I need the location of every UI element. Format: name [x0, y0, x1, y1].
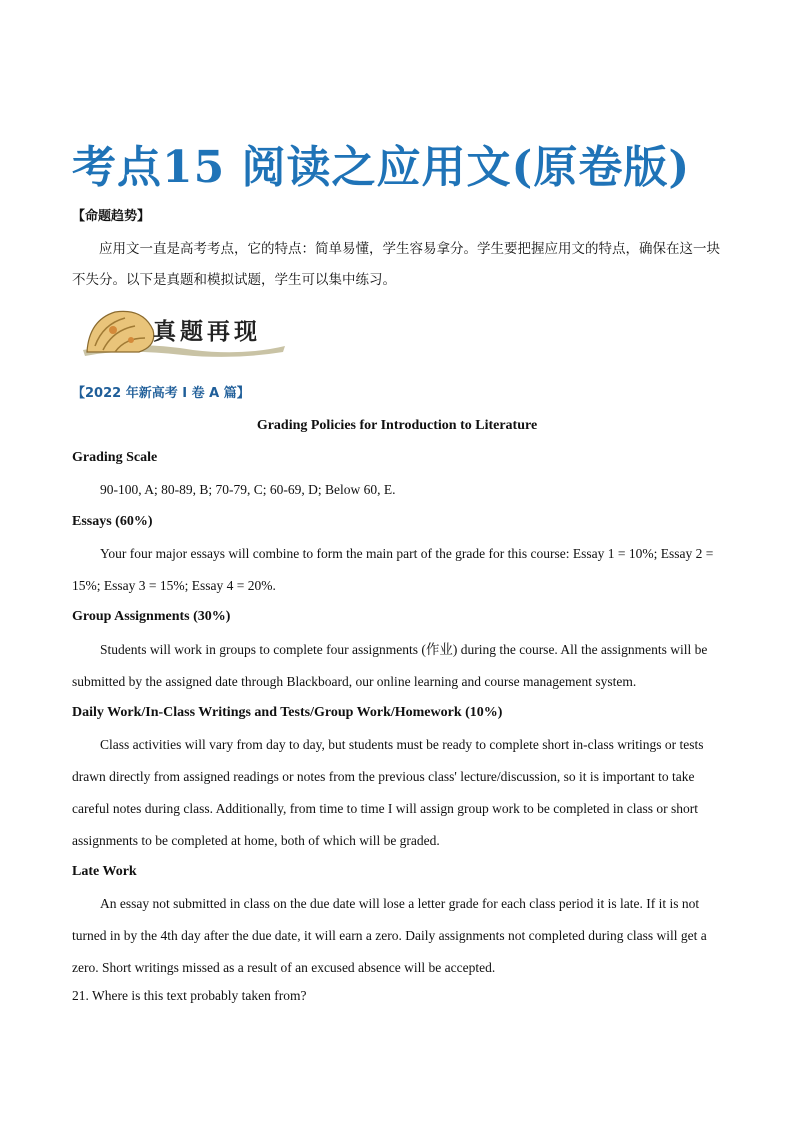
section-text: An essay not submitted in class on the due date will lose a letter grade for each class period it is late. If it is not turned in by the 4th day after the due date, it will earn a zero. Daily assignments not completed during class will get a zero. Short writings missed as a result of an excused absence will be accepted.: [72, 896, 707, 975]
section-heading: Essays (60%): [72, 514, 153, 529]
section-heading: Grading Scale: [72, 450, 158, 465]
intro-paragraph: 应用文一直是高考考点，它的特点：简单易懂，学生容易拿分。学生要把握应用文的特点，确保在这一块不失分。以下是真题和模拟试题，学生可以集中练习。: [72, 241, 720, 288]
section-text: Class activities will vary from day to day, but students must be ready to complete short in-class writings or tests drawn directly from assigned readings or notes from the previous class' lecture/discussion, so it is important to take careful notes during class. Additionally, from time to time I will assign group work to be completed in class or short assignments to be completed at home, both of which will be graded.: [72, 737, 704, 848]
section-heading: Late Work: [72, 864, 137, 879]
trend-heading: 【命题趋势】: [72, 209, 151, 224]
section-heading: Daily Work/In-Class Writings and Tests/Group Work/Homework (10%): [72, 705, 503, 720]
section-text: 90-100, A; 80-89, B; 70-79, C; 60-69, D; Below 60, E.: [100, 482, 396, 497]
document-title: Grading Policies for Introduction to Literature: [256, 418, 538, 433]
section-text: Students will work in groups to complete four assignments (作业) during the course. All the assignments will be submitted by the assigned date through Blackboard, our online learning and course management system.: [72, 642, 708, 689]
section-heading: Group Assignments (30%): [72, 609, 231, 624]
section-banner: [73, 300, 288, 360]
section-text: Your four major essays will combine to form the main part of the grade for this course: Essay 1 = 10%; Essay 2 = 15%; Essay 3 = 15%; Essay 4 = 20%.: [72, 546, 714, 593]
page-title: 考点15 阅读之应用文(原卷版): [72, 142, 691, 193]
banner-title: 真题再现: [153, 318, 261, 345]
source-tag: 【2022 年新高考 I 卷 A 篇】: [72, 386, 250, 401]
question: 21. Where is this text probably taken from?: [72, 988, 307, 1003]
